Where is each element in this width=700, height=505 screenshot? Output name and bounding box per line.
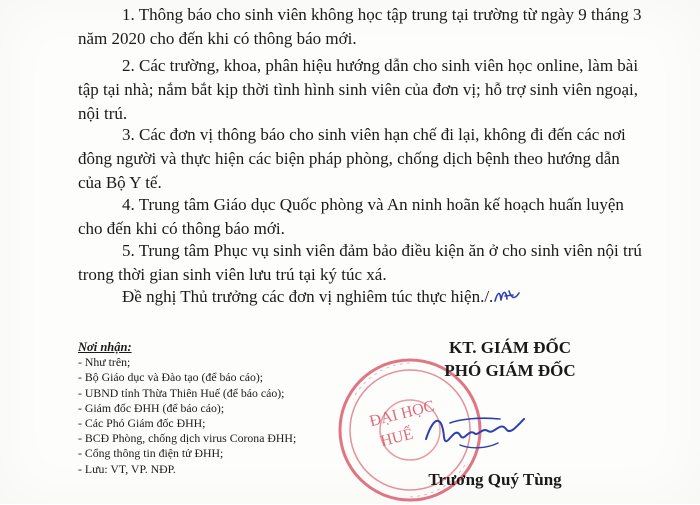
signature-title-line2: PHÓ GIÁM ĐỐC bbox=[444, 361, 576, 380]
paragraph-line bbox=[78, 285, 653, 309]
recipient-item: - Lưu: VT, VP. NĐP. bbox=[78, 461, 176, 476]
paragraph-line: của Bộ Y tế. bbox=[78, 173, 162, 192]
closing-request bbox=[78, 285, 653, 309]
paragraph-line: năm 2020 cho đến khi có thông báo mới. bbox=[78, 29, 357, 48]
paragraph-line: 1. Thông báo cho sinh viên không học tập trung tại trường từ ngày 9 tháng 3 bbox=[122, 5, 642, 24]
initials-mark-icon bbox=[493, 287, 521, 305]
paragraph-3 bbox=[78, 123, 653, 195]
handwritten-signature-icon bbox=[420, 405, 530, 460]
svg-text:ĐẠI HỌC: ĐẠI HỌC bbox=[367, 397, 437, 431]
svg-text:HUẾ: HUẾ bbox=[378, 425, 415, 451]
recipient-item: - Cổng thông tin điện tử ĐHH; bbox=[78, 446, 224, 461]
paragraph-line: 2. Các trường, khoa, phân hiệu hướng dẫn cho sinh viên học online, làm bài bbox=[122, 56, 639, 75]
recipient-item: - Bộ Giáo dục và Đào tạo (để báo cáo); bbox=[78, 370, 264, 385]
paragraph-1 bbox=[78, 3, 653, 51]
closing-text: Đề nghị Thủ trưởng các đơn vị nghiêm túc thực hiện./. bbox=[122, 287, 494, 306]
recipient-item: - Giám đốc ĐHH (để báo cáo); bbox=[78, 400, 225, 415]
paragraph-line: tập tại nhà; nắm bắt kịp thời tình hình sinh viên của đơn vị; hỗ trợ sinh viên ngoại, bbox=[78, 80, 639, 99]
signature-title-line1: KT. GIÁM ĐỐC bbox=[449, 338, 571, 357]
recipient-item: - Các Phó Giám đốc ĐHH; bbox=[78, 416, 206, 431]
paragraph-line: trong thời gian sinh viên lưu trú tại ký túc xá. bbox=[78, 265, 387, 284]
paragraph-line: cho đến khi có thông báo mới. bbox=[78, 219, 285, 238]
paragraph-line: 4. Trung tâm Giáo dục Quốc phòng và An ninh hoãn kế hoạch huấn luyện bbox=[122, 195, 624, 214]
paragraph-2 bbox=[78, 54, 653, 126]
paragraph-line: 5. Trung tâm Phục vụ sinh viên đảm bảo điều kiện ăn ở cho sinh viên nội trú bbox=[122, 241, 642, 260]
recipient-item: - Như trên; bbox=[78, 355, 131, 370]
recipients-title: Nơi nhận: bbox=[78, 340, 132, 354]
paragraph-5 bbox=[78, 239, 653, 287]
signer-name: Trương Quý Tùng bbox=[428, 470, 562, 489]
recipient-item: - UBND tỉnh Thừa Thiên Huế (để báo cáo); bbox=[78, 385, 285, 400]
paragraph-line: đông người và thực hiện các biện pháp phòng, chống dịch bệnh theo hướng dẫn bbox=[78, 149, 620, 168]
paragraph-line: 3. Các đơn vị thông báo cho sinh viên hạn chế đi lại, không đi đến các nơi bbox=[122, 125, 626, 144]
paragraph-4 bbox=[78, 193, 653, 241]
paragraph-line: nội trú. bbox=[78, 104, 128, 123]
recipient-item: - BCĐ Phòng, chống dịch virus Corona ĐHH; bbox=[78, 431, 297, 446]
